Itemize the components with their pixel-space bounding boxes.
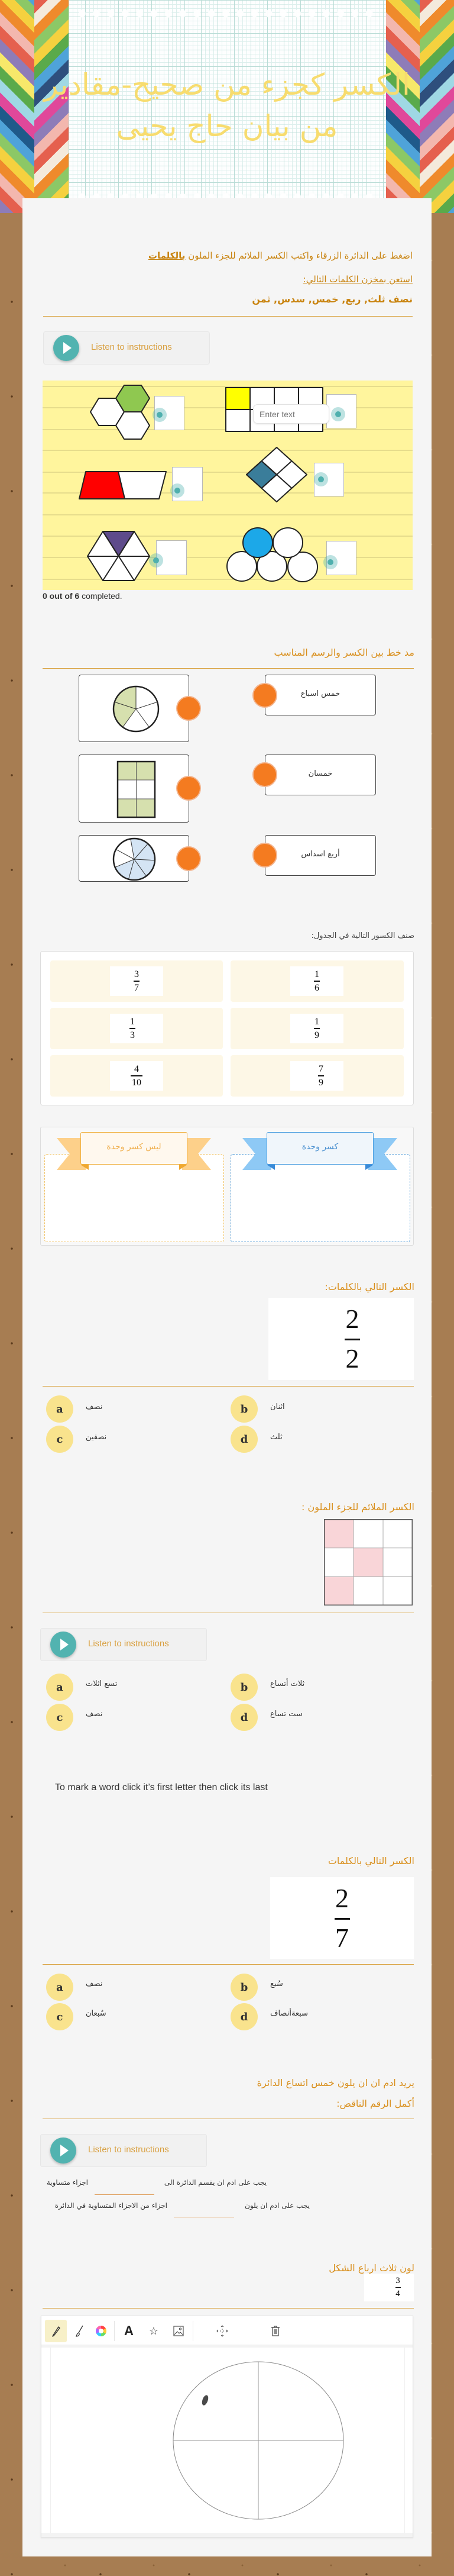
question-subtitle: أكمل الرقم الناقص: [336,2098,414,2109]
header-banner [0,0,454,213]
text-tool-button[interactable]: A [124,2323,134,2338]
page-title: الكسر كجزء من صحيح-مقادير [44,67,410,102]
sort-item-fraction[interactable] [110,1061,163,1091]
option-a-button[interactable] [46,1974,73,2001]
sticker-tool-button[interactable] [143,2320,164,2342]
option-a-text[interactable]: نصف [86,1979,103,1988]
hotspot-dot-6[interactable] [323,555,338,569]
sentence-2-suffix: اجزاء من الاجزاء المتساوية في الدائرة [54,2201,167,2210]
instruction-line-1 [148,250,413,261]
divider [43,668,414,669]
option-d-text[interactable]: ثلث [270,1433,283,1442]
star-icon: ☆ [148,2324,159,2338]
instruction-line-2: استعن بمخزن الكلمات التالي: [303,274,413,285]
numerator: 2 [345,1304,359,1334]
section-title-matching: مد خط بين الكسر والرسم المناسب [274,647,414,658]
hotspot-dot-1[interactable] [153,408,167,422]
play-icon [50,1632,76,1658]
option-b-text[interactable]: سُبع [270,1979,283,1988]
pencil-tool-button[interactable] [45,2320,67,2342]
trash-icon [271,2325,280,2337]
denominator: 4 [395,2289,400,2299]
hotspot-dot-5[interactable] [149,553,163,568]
image-tool-button[interactable] [168,2320,189,2342]
match-connector-right-1[interactable] [252,683,277,708]
option-a-button[interactable] [46,1395,73,1423]
option-b-button[interactable] [231,1674,258,1701]
option-letter: c [56,1433,63,1446]
option-letter: a [56,1403,63,1416]
divider [43,1964,414,1965]
option-letter: c [56,2010,63,2023]
move-tool-button[interactable] [212,2320,233,2342]
numerator: 1 [314,969,319,980]
numerator: 1 [130,1017,135,1027]
divider [43,2308,414,2309]
question-title: الكسر التالي بالكلمات: [325,1281,414,1292]
denominator: 7 [335,1922,349,1953]
grid-paper [69,0,386,213]
numerator: 3 [134,969,139,980]
match-connector-left-3[interactable] [176,846,201,871]
pencil-icon [51,2325,61,2337]
option-letter: a [56,1981,63,1994]
option-c-button[interactable] [46,1426,73,1453]
progress-count: 0 out of 6 [43,591,80,601]
option-d-button[interactable] [231,2003,258,2030]
match-text-card-3[interactable] [265,835,376,876]
fraction-shapes-image [43,381,413,590]
blank-input-2[interactable] [174,2204,234,2217]
match-connector-left-1[interactable] [176,696,201,721]
shaded-grid-image [324,1519,413,1605]
category-label-not-unit [80,1132,187,1165]
match-text-card-1[interactable] [265,675,376,715]
page-subtitle: من بيان حاج يحيى [116,109,338,143]
listen-label: Listen to instructions [88,1639,169,1649]
paper-holes-top [77,9,378,18]
word-bank: نصف ثلث, ربع, خمس, سدس, ثمن [252,294,413,305]
option-a-button[interactable] [46,1674,73,1701]
hotspot-dot-3[interactable] [170,483,184,498]
sentence-1-suffix: اجزاء متساوية [46,2178,88,2187]
sort-item-fraction[interactable] [110,966,163,996]
listen-label: Listen to instructions [91,342,172,352]
chevron-pattern-left [34,0,69,213]
denominator: 9 [314,1030,319,1040]
delete-tool-button[interactable] [265,2320,286,2342]
question-title: لون ثلاث ارباع الشكل [329,2262,414,2274]
denominator: 2 [345,1343,359,1374]
option-c-text[interactable]: نصف [86,1710,103,1719]
progress-suffix: completed. [79,591,122,601]
instruction-emphasis: بالكلمات [148,250,186,261]
question-title: يريد ادم ان ان يلون خمس اتساع الدائرة [257,2077,414,2088]
divider [43,316,413,317]
option-b-button[interactable] [231,1395,258,1423]
option-d-text[interactable]: ست تساع [270,1710,303,1719]
option-c-text[interactable]: نصفين [86,1433,107,1442]
hotspot-text-input[interactable] [253,404,329,424]
move-icon [216,2325,228,2337]
denominator: 10 [132,1077,141,1088]
numerator: 3 [395,2275,400,2285]
option-letter: a [56,1681,63,1694]
option-c-button[interactable] [46,2003,73,2030]
brush-icon [75,2325,85,2337]
option-letter: d [240,1711,248,1724]
option-c-text[interactable]: سُبعان [86,2009,106,2018]
category-label-unit [267,1132,374,1165]
option-d-button[interactable] [231,1704,258,1731]
color-picker-button[interactable] [90,2320,112,2342]
option-d-button[interactable] [231,1426,258,1453]
match-text-2: خمسان [308,769,333,778]
fraction-display [364,2274,414,2301]
chevron-pattern-right [420,0,454,213]
option-c-button[interactable] [46,1704,73,1731]
listen-label: Listen to instructions [88,2145,169,2155]
question-title: الكسر التالي بالكلمات [327,1855,414,1866]
play-icon [53,335,79,361]
hotspot-dot-2[interactable] [331,407,345,421]
option-a-text[interactable]: تسع اثلاث [86,1679,118,1688]
option-a-text[interactable]: نصف [86,1403,103,1411]
option-letter: b [240,1403,248,1416]
option-letter: b [240,1981,248,1994]
fraction-display [268,1298,414,1380]
chevron-pattern-right [386,0,420,213]
option-letter: d [240,2010,248,2023]
match-connector-left-2[interactable] [176,776,201,801]
section-title-sort: صنف الكسور التالية في الجدول: [311,931,414,940]
option-letter: b [240,1681,248,1694]
denominator: 6 [314,982,319,993]
hotspot-dot-4[interactable] [314,472,328,486]
numerator: 1 [314,1017,319,1027]
option-b-button[interactable] [231,1974,258,2001]
hotspot-image-area [43,381,413,590]
match-text-3: أربع اسداس [301,850,340,859]
option-b-text[interactable]: ثلاث أتساع [270,1679,305,1688]
denominator: 3 [130,1030,135,1040]
denominator: 9 [319,1077,323,1088]
option-b-text[interactable]: اثنان [270,1403,285,1411]
sentence-1-text: يجب على ادم ان يقسم الدائرة الى [164,2178,267,2187]
numerator: 7 [319,1064,323,1075]
sort-item-fraction[interactable] [290,1061,343,1091]
numerator: 2 [335,1882,349,1913]
match-images [79,675,189,882]
question-title: الكسر الملائم للجزء الملون : [301,1501,414,1513]
instruction-text: اضغط على الدائرة الزرقاء واكتب الكسر الملائم للجزء الملون [188,250,413,261]
denominator: 7 [134,982,139,993]
sort-item-fraction[interactable] [290,1014,343,1043]
color-wheel-icon [96,2326,106,2336]
numerator: 4 [134,1064,139,1075]
brush-tool-button[interactable] [69,2320,90,2342]
circle-quarters-image [41,2348,413,2533]
listen-button[interactable] [40,2134,207,2167]
match-connector-right-2[interactable] [252,762,277,787]
blank-input-1[interactable] [95,2181,154,2195]
match-connector-right-3[interactable] [252,843,277,868]
progress-status [43,591,122,601]
word-search-hint: To mark a word click it’s first letter then click its last [55,1782,268,1792]
play-icon [50,2137,76,2164]
match-text-card-2[interactable] [265,755,376,795]
sort-item-fraction[interactable] [110,1014,163,1043]
category-label-text: كسر وحدة [301,1142,339,1152]
category-label-text: ليس كسر وحدة [106,1142,161,1152]
image-icon [173,2326,184,2336]
match-text-1: خمس اسباع [300,689,340,698]
sort-item-fraction[interactable] [290,966,343,996]
listen-button[interactable] [43,331,210,365]
sentence-2-text: يجب على ادم ان يلون [245,2201,310,2210]
option-d-text[interactable]: سبعةأنصاف [270,2009,308,2018]
divider [43,1386,414,1387]
listen-button[interactable] [40,1628,207,1661]
fraction-display [270,1877,414,1959]
chevron-pattern-left [0,0,34,213]
option-letter: c [56,1711,63,1724]
option-letter: d [240,1433,248,1446]
toolbar-separator [114,2321,115,2341]
drawing-canvas[interactable] [41,2348,413,2533]
